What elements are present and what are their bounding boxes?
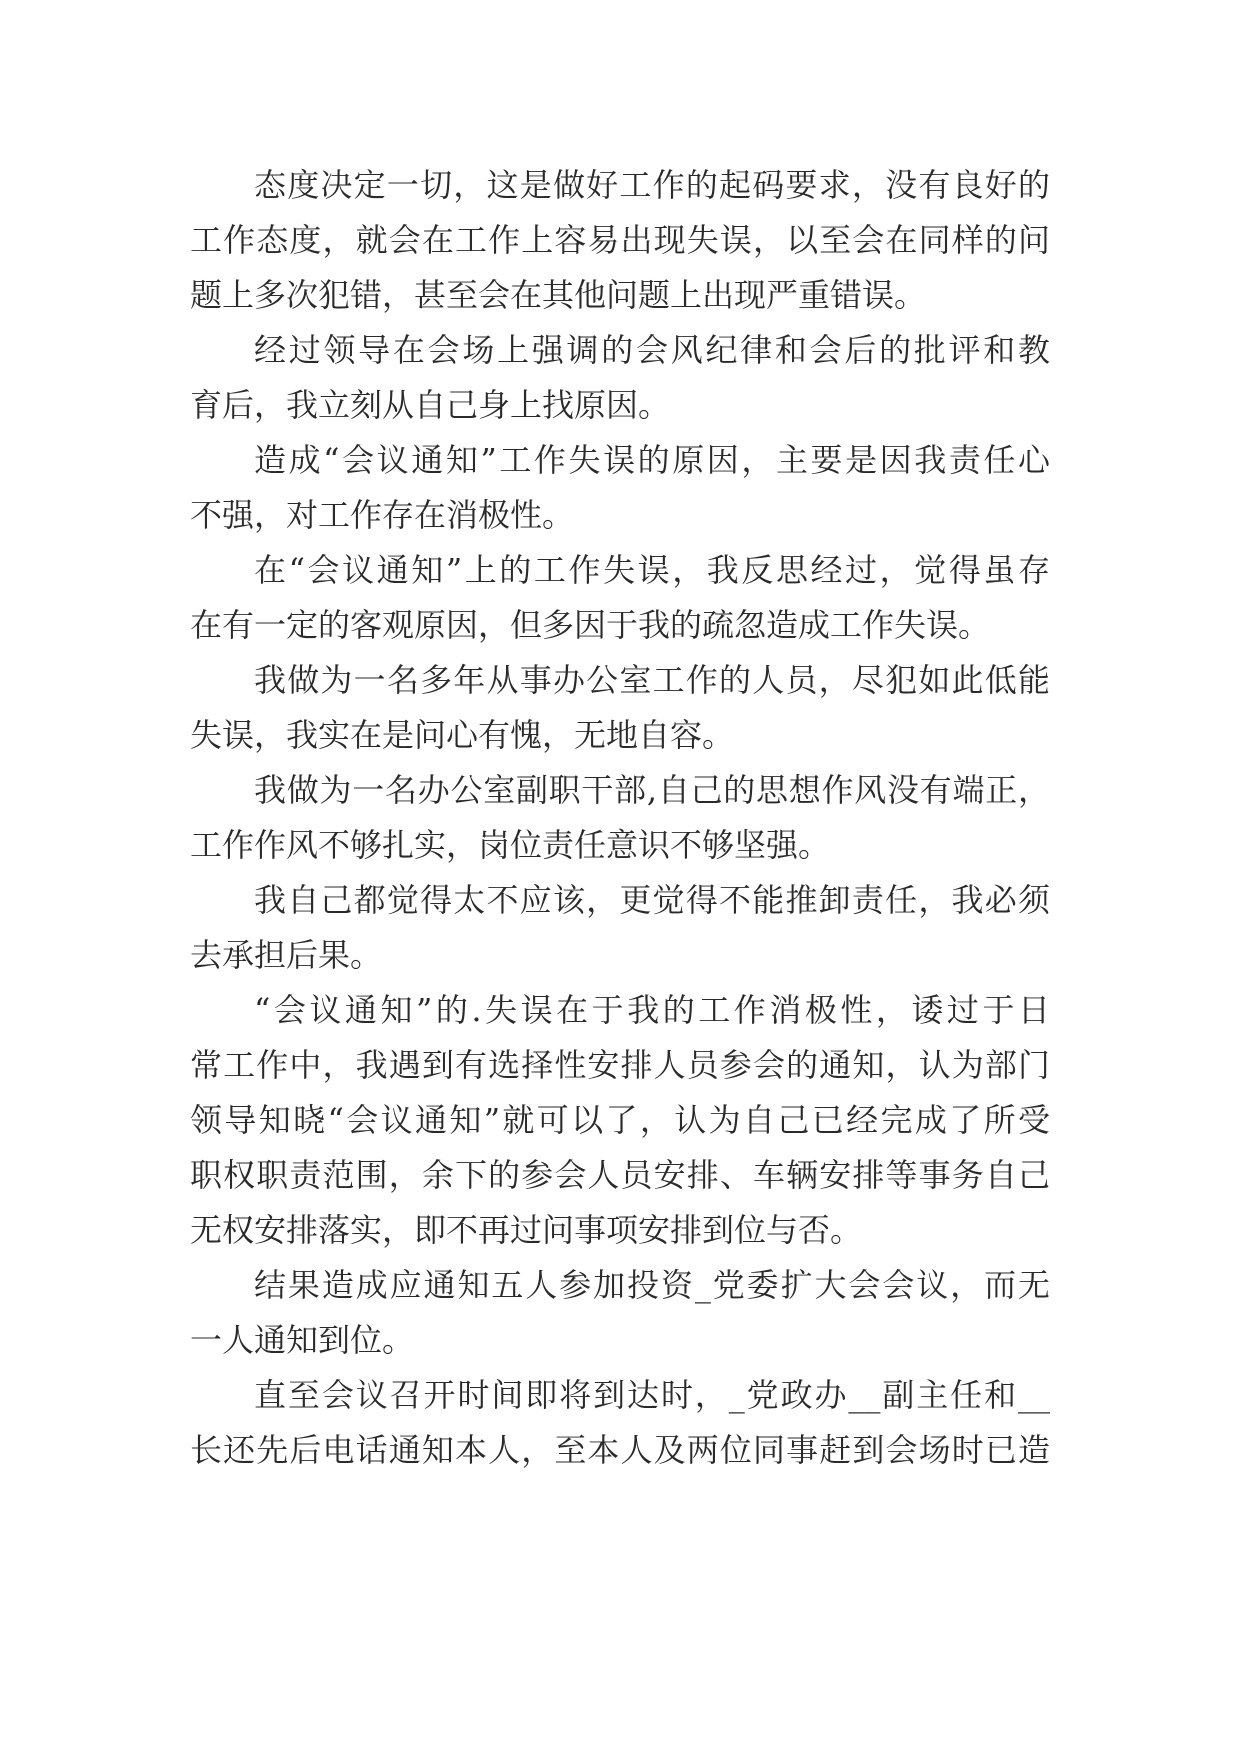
- text-line: 工作态度，就会在工作上容易出现失误，以至会在同样的问: [190, 221, 1050, 259]
- text-line: 工作作风不够扎实，岗位责任意识不够坚强。: [190, 826, 831, 864]
- text-line: 在有一定的客观原因，但多因于我的疏忽造成工作失误。: [190, 606, 991, 644]
- text-line: 我做为一名多年从事办公室工作的人员，尽犯如此低能: [254, 661, 1050, 699]
- text-line: 育后，我立刻从自己身上找原因。: [190, 386, 671, 424]
- text-line: “会议通知”的.失误在于我的工作消极性，诿过于日: [254, 991, 1050, 1029]
- text-line: 态度决定一切，这是做好工作的起码要求，没有良好的: [254, 166, 1050, 204]
- text-line: 在“会议通知”上的工作失误，我反思经过，觉得虽存: [254, 551, 1050, 589]
- text-line: 造成“会议通知”工作失误的原因，主要是因我责任心: [254, 441, 1050, 479]
- text-line: 题上多次犯错，甚至会在其他问题上出现严重错误。: [190, 276, 927, 314]
- text-line: 常工作中，我遇到有选择性安排人员参会的通知，认为部门: [190, 1046, 1050, 1084]
- text-line: 无权安排落实，即不再过问事项安排到位与否。: [190, 1211, 863, 1249]
- text-line: 直至会议召开时间即将到达时，_党政办__副主任和__: [254, 1376, 1050, 1414]
- text-line: 领导知晓“会议通知”就可以了，认为自己已经完成了所受: [190, 1101, 1050, 1139]
- text-line: 经过领导在会场上强调的会风纪律和会后的批评和教: [254, 331, 1050, 369]
- text-line: 我做为一名办公室副职干部,自己的思想作风没有端正，: [254, 771, 1050, 809]
- text-line: 一人通知到位。: [190, 1321, 415, 1359]
- text-line: 不强，对工作存在消极性。: [190, 496, 575, 534]
- text-line: 职权职责范围，余下的参会人员安排、车辆安排等事务自己: [190, 1156, 1050, 1194]
- text-line: 去承担后果。: [190, 936, 383, 974]
- text-line: 结果造成应通知五人参加投资_党委扩大会会议，而无: [254, 1266, 1050, 1304]
- text-line: 失误，我实在是问心有愧，无地自容。: [190, 716, 735, 754]
- text-line: 长还先后电话通知本人，至本人及两位同事赶到会场时已造: [190, 1431, 1050, 1469]
- text-line: 我自己都觉得太不应该，更觉得不能推卸责任，我必须: [254, 881, 1050, 919]
